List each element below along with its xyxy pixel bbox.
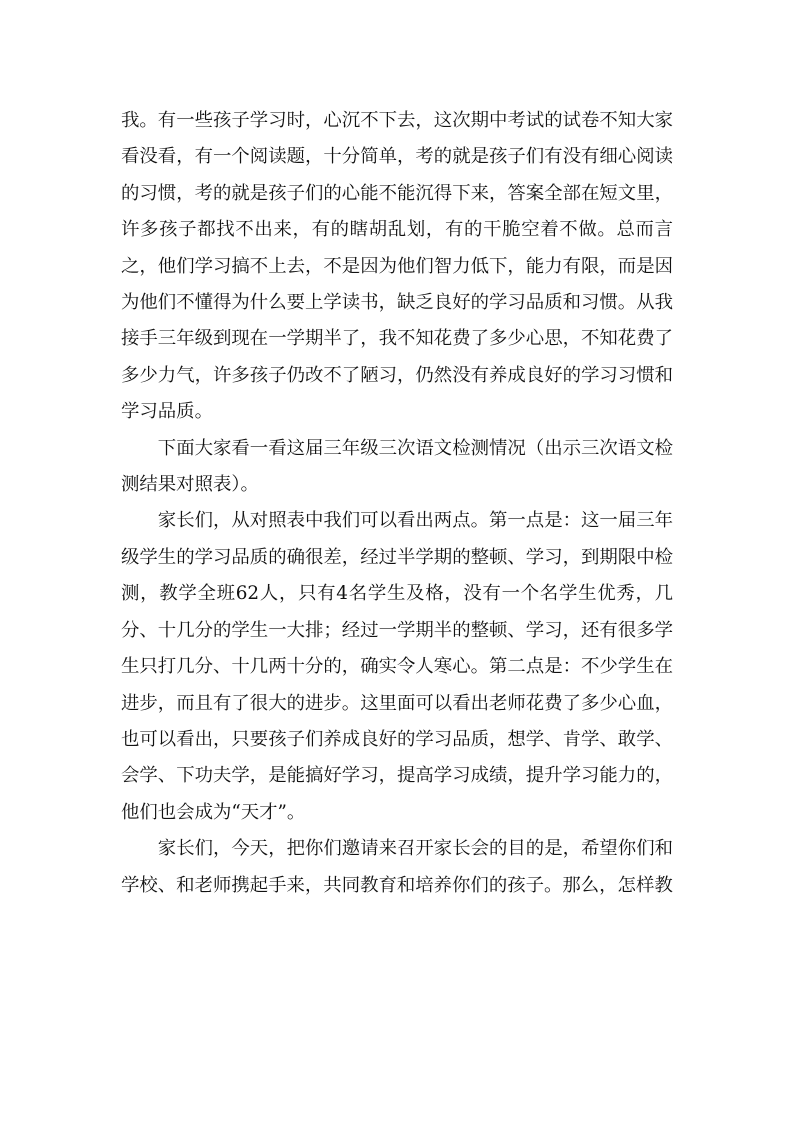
paragraph-1: 我。有一些孩子学习时，心沉不下去，这次期中考试的试卷不知大家看没看，有一个阅读题，十分简单，考的就是孩子们有没有细心阅读的习惯，考的就是孩子们的心能不能沉得下来，答案全部在短文里，许多孩子都找不出来，有的瞎胡乱划，有的干脆空着不做。总而言之，他们学习搞不上去，不是因为他们智力低下，能力有限，而是因为他们不懂得为什么要上学读书，缺乏良好的学习品质和习惯。从我接手三年级到现在一学期半了，我不知花费了多少心思，不知花费了多少力气，许多孩子仍改不了陋习，仍然没有养成良好的学习习惯和学习品质。: [121, 110, 673, 423]
paragraph-2: 下面大家看一看这届三年级三次语文检测情况（出示三次语文检测结果对照表）。: [121, 437, 673, 496]
body-text: [121, 103, 673, 904]
paragraph-4: 家长们，今天，把你们邀请来召开家长会的目的是，希望你们和学校、和老师携起手来，共同教育和培养你们的孩子。那么，怎样教: [121, 838, 673, 896]
paragraph-3: 家长们，从对照表中我们可以看出两点。第一点是：这一届三年级学生的学习品质的确很差，经过半学期的整顿、学习，到期限中检测，教学全班62人，只有4名学生及格，没有一个名学生优秀，几分、十几分的学生一大排；经过一学期半的整顿、学习，还有很多学生只打几分、十几两十分的，确实令人寒心。第二点是：不少学生在进步，而且有了很大的进步。这里面可以看出老师花费了多少心血，也可以看出，只要孩子们养成良好的学习品质，想学、肯学、敢学、会学、下功夫学，是能搞好学习，提高学习成绩，提升学习能力的，他们也会成为“天才”。: [121, 510, 673, 823]
